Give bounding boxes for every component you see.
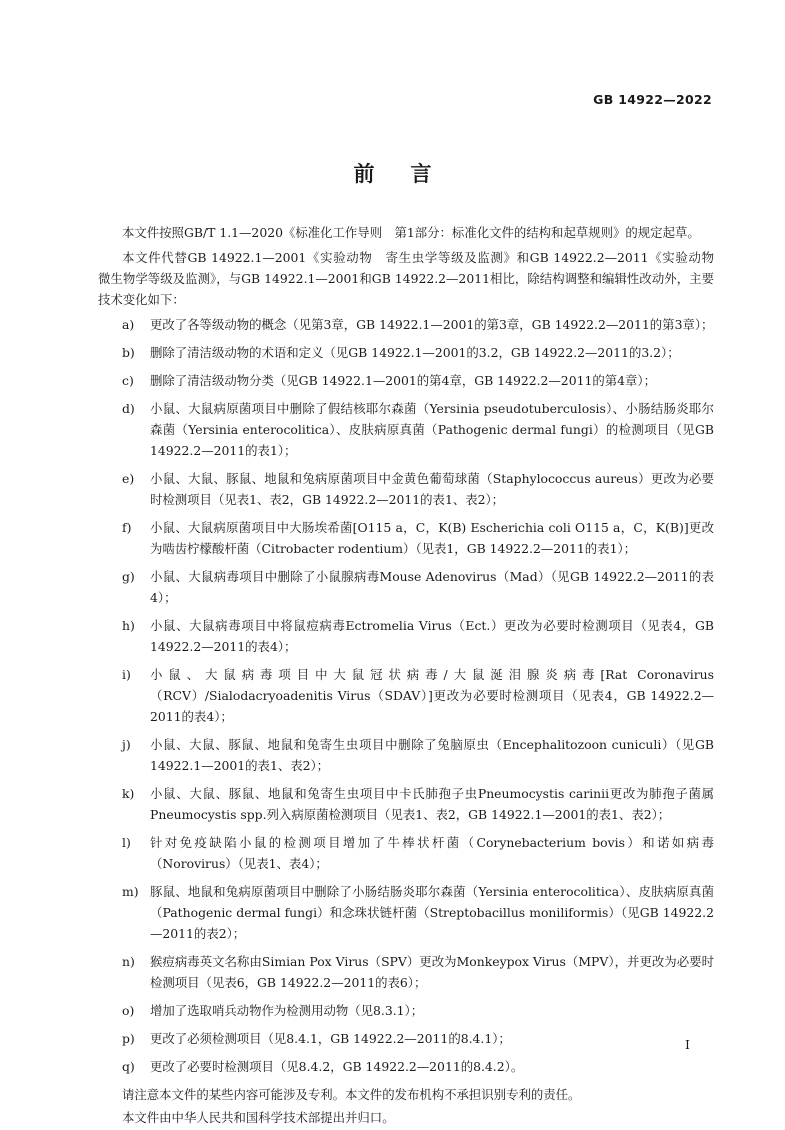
list-marker: j) <box>122 737 131 752</box>
list-marker: i) <box>122 667 131 682</box>
foreword-body <box>98 222 727 1130</box>
list-item-text: 增加了选取哨兵动物作为检测用动物（见8.3.1）； <box>150 1003 424 1018</box>
intro-paragraph: 本文件代替GB 14922.1—2001《实验动物 寄生虫学等级及监测》和GB 14922.2—2011《实验动物 微生物学等级及监测》，与GB 14922.1—2001和GB 14922.2—2011相比，除结构调整和编辑性改动外，主要技术变化如下： <box>98 250 727 307</box>
list-item <box>98 951 714 993</box>
intro-paragraph: 本文件按照GB/T 1.1—2020《标准化工作导则 第1部分：标准化文件的结构和起草规则》的规定起草。 <box>122 225 700 240</box>
list-item-text: 小鼠、大鼠、豚鼠、地鼠和兔病原菌项目中金黄色葡萄球菌（Staphylococcus aureus）更改为必要时检测项目（见表1、表2，GB 14922.2—2011的表1、表2）； <box>150 471 714 507</box>
list-item-text: 更改了各等级动物的概念（见第3章，GB 14922.1—2001的第3章，GB 14922.2—2011的第3章）； <box>150 317 714 332</box>
list-item-text: 猴痘病毒英文名称由Simian Pox Virus（SPV）更改为Monkeypox Virus（MPV），并更改为必要时检测项目（见表6，GB 14922.2—2011的表6）； <box>150 954 714 990</box>
list-marker: d) <box>122 401 135 416</box>
list-item <box>98 832 714 874</box>
list-item-text: 删除了清洁级动物的术语和定义（见GB 14922.1—2001的3.2，GB 14922.2—2011的3.2）； <box>150 345 680 360</box>
change-list <box>98 314 714 1077</box>
list-item <box>98 342 714 363</box>
list-item <box>98 1056 714 1077</box>
list-item <box>98 468 714 510</box>
list-marker: p) <box>122 1031 135 1046</box>
patent-notice: 请注意本文件的某些内容可能涉及专利。本文件的发布机构不承担识别专利的责任。 <box>122 1087 581 1102</box>
list-item-text: 豚鼠、地鼠和兔病原菌项目中删除了小肠结肠炎耶尔森菌（Yersinia enterocolitica）、皮肤病原真菌（Pathogenic dermal fungi）和念珠状链杆菌（Streptobacillus moniliformis）（见GB 14922.2—2011的表2）； <box>150 884 714 941</box>
list-marker: b) <box>122 345 135 360</box>
list-marker: e) <box>122 471 135 486</box>
list-item <box>98 1028 714 1049</box>
page-title: 前言 <box>353 162 468 186</box>
list-marker: f) <box>122 520 132 535</box>
list-marker: g) <box>122 569 135 584</box>
list-item-text: 小鼠、大鼠病原菌项目中删除了假结核耶尔森菌（Yersinia pseudotuberculosis）、小肠结肠炎耶尔森菌（Yersinia enterocolitica）、皮肤病原真菌（Pathogenic dermal fungi）的检测项目（见GB 14922.2—2011的表1）； <box>150 401 714 458</box>
list-item <box>98 370 714 391</box>
list-item <box>98 664 714 727</box>
list-item <box>98 615 714 657</box>
list-item-text: 小鼠、大鼠病原菌项目中大肠埃希菌[O115 a，C，K(B) Escherichia coli O115 a，C，K(B)]更改为啮齿柠檬酸杆菌（Citrobacter rodentium）（见表1，GB 14922.2—2011的表1）； <box>150 520 714 556</box>
standard-number: GB 14922—2022 <box>593 92 712 107</box>
list-marker: c) <box>122 373 134 388</box>
list-item-text: 小鼠、大鼠病毒项目中大鼠冠状病毒/大鼠涎泪腺炎病毒[Rat Coronavirus（RCV）/Sialodacryoadenitis Virus（SDAV）]更改为必要时检测项目（见表4，GB 14922.2—2011的表4）； <box>150 667 714 724</box>
list-item <box>98 734 714 776</box>
list-item <box>98 881 714 944</box>
list-item-text: 更改了必要时检测项目（见8.4.2，GB 14922.2—2011的8.4.2）。 <box>150 1059 524 1074</box>
list-marker: n) <box>122 954 135 969</box>
list-item-text: 针对免疫缺陷小鼠的检测项目增加了牛棒状杆菌（Corynebacterium bovis）和诺如病毒（Norovirus）（见表1、表4）； <box>150 835 714 871</box>
list-item <box>98 314 714 335</box>
list-marker: o) <box>122 1003 135 1018</box>
list-item-text: 小鼠、大鼠、豚鼠、地鼠和兔寄生虫项目中删除了兔脑原虫（Encephalitozoon cuniculi）（见GB 14922.1—2001的表1、表2）； <box>150 737 714 773</box>
list-item-text: 更改了必须检测项目（见8.4.1，GB 14922.2—2011的8.4.1）； <box>150 1031 511 1046</box>
list-marker: k) <box>122 786 135 801</box>
list-item <box>98 398 714 461</box>
list-item-text: 小鼠、大鼠病毒项目中将鼠痘病毒Ectromelia Virus（Ect.）更改为必要时检测项目（见表4，GB 14922.2—2011的表4）； <box>150 618 714 654</box>
list-item <box>98 783 714 825</box>
list-item-text: 小鼠、大鼠、豚鼠、地鼠和兔寄生虫项目中卡氏肺孢子虫Pneumocystis carinii更改为肺孢子菌属Pneumocystis spp.列入病原菌检测项目（见表1、表2，GB 14922.1—2001的表1、表2）； <box>150 786 714 822</box>
list-item <box>98 566 714 608</box>
proposer-statement: 本文件由中华人民共和国科学技术部提出并归口。 <box>122 1110 395 1125</box>
list-marker: h) <box>122 618 135 633</box>
list-marker: m) <box>122 884 139 899</box>
list-marker: q) <box>122 1059 135 1074</box>
list-marker: l) <box>122 835 131 850</box>
list-marker: a) <box>122 317 135 332</box>
list-item-text: 删除了清洁级动物分类（见GB 14922.1—2001的第4章，GB 14922.2—2011的第4章）； <box>150 373 656 388</box>
list-item-text: 小鼠、大鼠病毒项目中删除了小鼠腺病毒Mouse Adenovirus（Mad）（见GB 14922.2—2011的表4）； <box>150 569 714 605</box>
page-number: I <box>685 1037 690 1052</box>
list-item <box>98 1000 714 1021</box>
list-item <box>98 517 714 559</box>
